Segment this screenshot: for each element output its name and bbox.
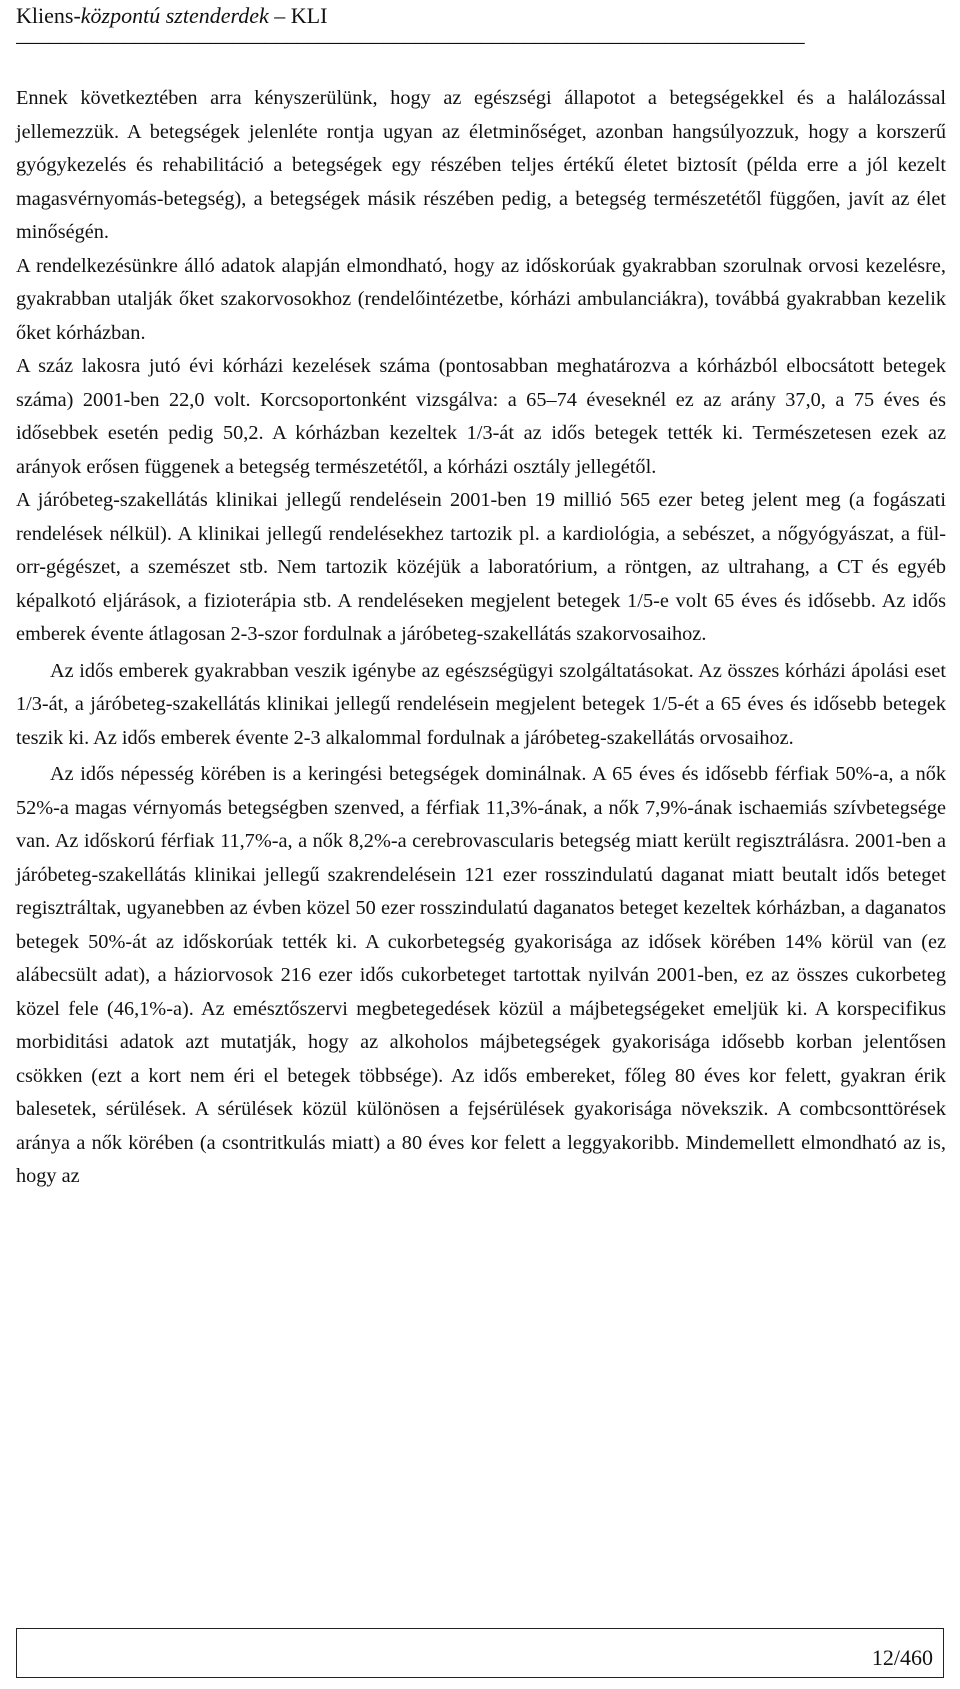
- header-title-suffix: – KLI: [268, 3, 328, 28]
- page-footer: [16, 1628, 944, 1678]
- document-body: [16, 82, 946, 1194]
- paragraph: Az idős népesség körében is a keringési betegségek dominálnak. A 65 éves és idősebb férfiak 50%-a, a nők 52%-a magas vérnyomás betegségben szenved, a férfiak 11,3%-ának, a nők 7,9%-ának ischaemiás szívbetegsége van. Az időskorú férfiak 11,7%-a, a nők 8,2%-a cerebrovascularis betegség miatt került regisztrálásra. 2001-ben a járóbeteg-szakellátás klinikai jellegű szakrendelésein 121 ezer rosszindulatú daganat miatt beutalt idős beteget regisztráltak, ugyanebben az évben közel 50 ezer rosszindulatú daganatos beteget kezeltek kórházban, a daganatos betegek 50%-át az időskorúak tették ki. A cukorbetegség gyakorisága az idősek körében 14% körül van (ez alábecsült adat), a háziorvosok 216 ezer idős cukorbeteget tartottak nyilván 2001-ben, ez az összes cukorbeteg közel fele (46,1%-a). Az emésztőszervi megbetegedések közül a májbetegségeket emeljük ki. A korspecifikus morbiditási adatok azt mutatják, hogy az alkoholos májbetegségek gyakorisága idősebb korban jelentősen csökken (ezt a kort nem éri el betegek többsége). Az idős embereket, főleg 80 éves kor felett, gyakran érik balesetek, sérülések. A sérülések közül különösen a fejsérülések gyakorisága növekszik. A combcsonttörések aránya a nők körében (a csontritkulás miatt) a 80 éves kor felett a leggyakoribb. Mindemellett elmondható az is, hogy az: [16, 763, 946, 1187]
- paragraph: A rendelkezésünkre álló adatok alapján elmondható, hogy az időskorúak gyakrabban szorulnak orvosi kezelésre, gyakrabban utalják őket szakorvosokhoz (rendelőintézetbe, kórházi ambulanciákra), továbbá gyakrabban kezelik őket kórházban.: [16, 254, 946, 344]
- paragraph: Ennek következtében arra kényszerülünk, hogy az egészségi állapotot a betegségekkel és a halálozással jellemezzük. A betegségek jelenléte rontja ugyan az életminőséget, azonban hangsúlyozzuk, hogy a korszerű gyógykezelés és rehabilitáció a betegségek egy részében teljes értékű életet biztosít (példa erre a jól kezelt magasvérnyomás-betegség), a betegségek másik részében pedig, a betegség természetétől függően, javít az élet minőségén.: [16, 87, 946, 243]
- header-title-italic: központú sztenderdek: [80, 3, 269, 28]
- page-number: 12/460: [871, 1645, 933, 1670]
- header-title-prefix: Kliens-: [16, 3, 81, 28]
- paragraph: Az idős emberek gyakrabban veszik igénybe az egészségügyi szolgáltatásokat. Az összes kórházi ápolási eset 1/3-át, a járóbeteg-szakellátás klinikai jellegű rendelésein megjelent betegek 1/5-ét a 65 éves és idősebb betegek teszik ki. Az idős emberek évente 2-3 alkalommal fordulnak a járóbeteg-szakellátás orvosaihoz.: [16, 659, 946, 749]
- paragraph: A járóbeteg-szakellátás klinikai jellegű rendelésein 2001-ben 19 millió 565 ezer beteg jelent meg (a fogászati rendelések nélkül). A klinikai jellegű rendelésekhez tartozik pl. a kardiológia, a sebészet, a nőgyógyászat, a fül-orr-gégészet, a szemészet stb. Nem tartozik közéjük a laboratórium, a röntgen, az ultrahang, a CT és egyéb képalkotó eljárások, a fizioterápia stb. A rendeléseken megjelent betegek 1/5-e volt 65 éves és idősebb. Az idős emberek évente átlagosan 2-3-szor fordulnak a járóbeteg-szakellátás szakorvosaihoz.: [16, 489, 946, 645]
- header-rule: _________________________________________________________________________: [16, 21, 805, 46]
- paragraph: A száz lakosra jutó évi kórházi kezelések száma (pontosabban meghatározva a kórházból elbocsátott betegek száma) 2001-ben 22,0 volt. Korcsoportonként vizsgálva: a 65–74 éveseknél ez az arány 37,0, a 75 éves és idősebbek esetén pedig 50,2. A kórházban kezeltek 1/3-át az idős betegek tették ki. Természetesen ezek az arányok erősen függenek a betegség természetétől, a kórházi osztály jellegétől.: [16, 355, 946, 478]
